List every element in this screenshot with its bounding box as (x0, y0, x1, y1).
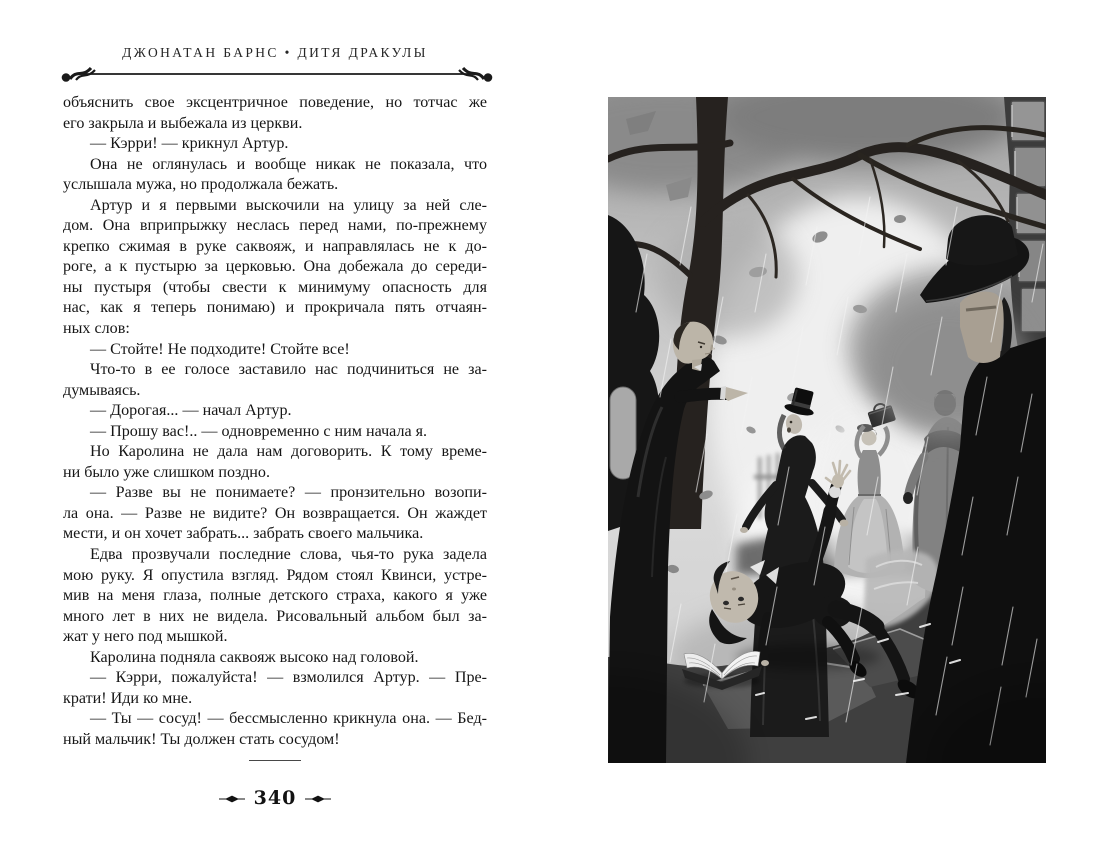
right-fleuron-icon (305, 794, 331, 804)
text-line: ных слов: (63, 320, 130, 338)
running-head: ДЖОНАТАН БАРНС • ДИТЯ ДРАКУЛЫ (122, 45, 428, 60)
divider-left-scroll (62, 68, 95, 82)
text-line: Что-то в ее голосе заставило нас подчиниться не за- (90, 361, 487, 379)
text-line: мив на меня глаза, полные детского страха, какого я уже (63, 587, 487, 605)
text-line: много лет в них не видела. Рисовальный альбом был за- (63, 607, 487, 625)
body-text (63, 93, 487, 751)
header-divider-ornament (59, 64, 495, 86)
page-number-block (63, 789, 487, 808)
left-fleuron-icon (219, 794, 245, 804)
text-line: Едва прозвучали последние слова, чья-то рука задела (90, 546, 487, 564)
text-line: Каролина подняла саквояж высоко над головой. (90, 648, 419, 666)
text-line: — Кэрри, пожалуйста! — взмолился Артур. — Пре- (90, 669, 487, 687)
text-line: крепко сжимая в руке саквояж, и направлялась не к до- (63, 237, 487, 255)
text-line: услышала мужа, но продолжала бежать. (63, 176, 339, 194)
text-line: ны пустыря (чтобы свести к минимуму опасность для (63, 278, 487, 296)
illustration (608, 97, 1046, 763)
text-line: жат у него под мышкой. (63, 628, 228, 646)
text-line: — Стойте! Не подходите! Стойте все! (90, 340, 350, 358)
divider-right-scroll (459, 68, 492, 82)
text-line: Но Каролина не дала нам договорить. К тому време- (90, 443, 487, 461)
text-line: объяснить свое эксцентричное поведение, но тотчас же (63, 94, 487, 111)
page-number: 340 (253, 787, 297, 809)
text-line: дом. Она вприпрыжку неслась перед нами, по-прежнему (63, 217, 487, 235)
section-break (63, 760, 487, 761)
text-line: Артур и я первыми выскочили на улицу за ней сле- (90, 196, 487, 214)
text-line: ный мальчик! Ты должен стать сосудом! (63, 730, 340, 748)
text-line: — Разве вы не понимаете? — пронзительно возопи- (90, 484, 487, 502)
text-line: мою руку. Я опустила взгляд. Рядом стоял Квинси, устре- (63, 566, 487, 584)
text-line: мести, и он хочет забрать... забрать своего мальчика. (63, 525, 424, 543)
text-line: — Кэрри! — крикнул Артур. (90, 135, 289, 153)
text-line: ни было уже слишком поздно. (63, 463, 270, 481)
text-line: — Дорогая... — начал Артур. (90, 402, 292, 420)
text-line: его закрыла и выбежала из церкви. (63, 114, 303, 132)
text-line: нас, как я теперь понимаю) и прокричала пять отчаян- (63, 299, 487, 317)
text-line: — Прошу вас!.. — одновременно с ним начала я. (90, 422, 428, 440)
text-line: думываясь. (63, 381, 141, 399)
text-line: Она не оглянулась и вообще никак не показала, что (90, 155, 487, 173)
text-line: — Ты — сосуд! — бессмысленно крикнула она. — Бед- (90, 710, 487, 728)
text-line: крати! Иди ко мне. (63, 689, 193, 707)
text-line: ла она. — Разве не видите? Он возвращается. Он жаждет (63, 504, 487, 522)
text-line: роге, а к пустырю за церковью. Она добежала до середи- (63, 258, 487, 276)
section-break-rule (249, 760, 301, 761)
